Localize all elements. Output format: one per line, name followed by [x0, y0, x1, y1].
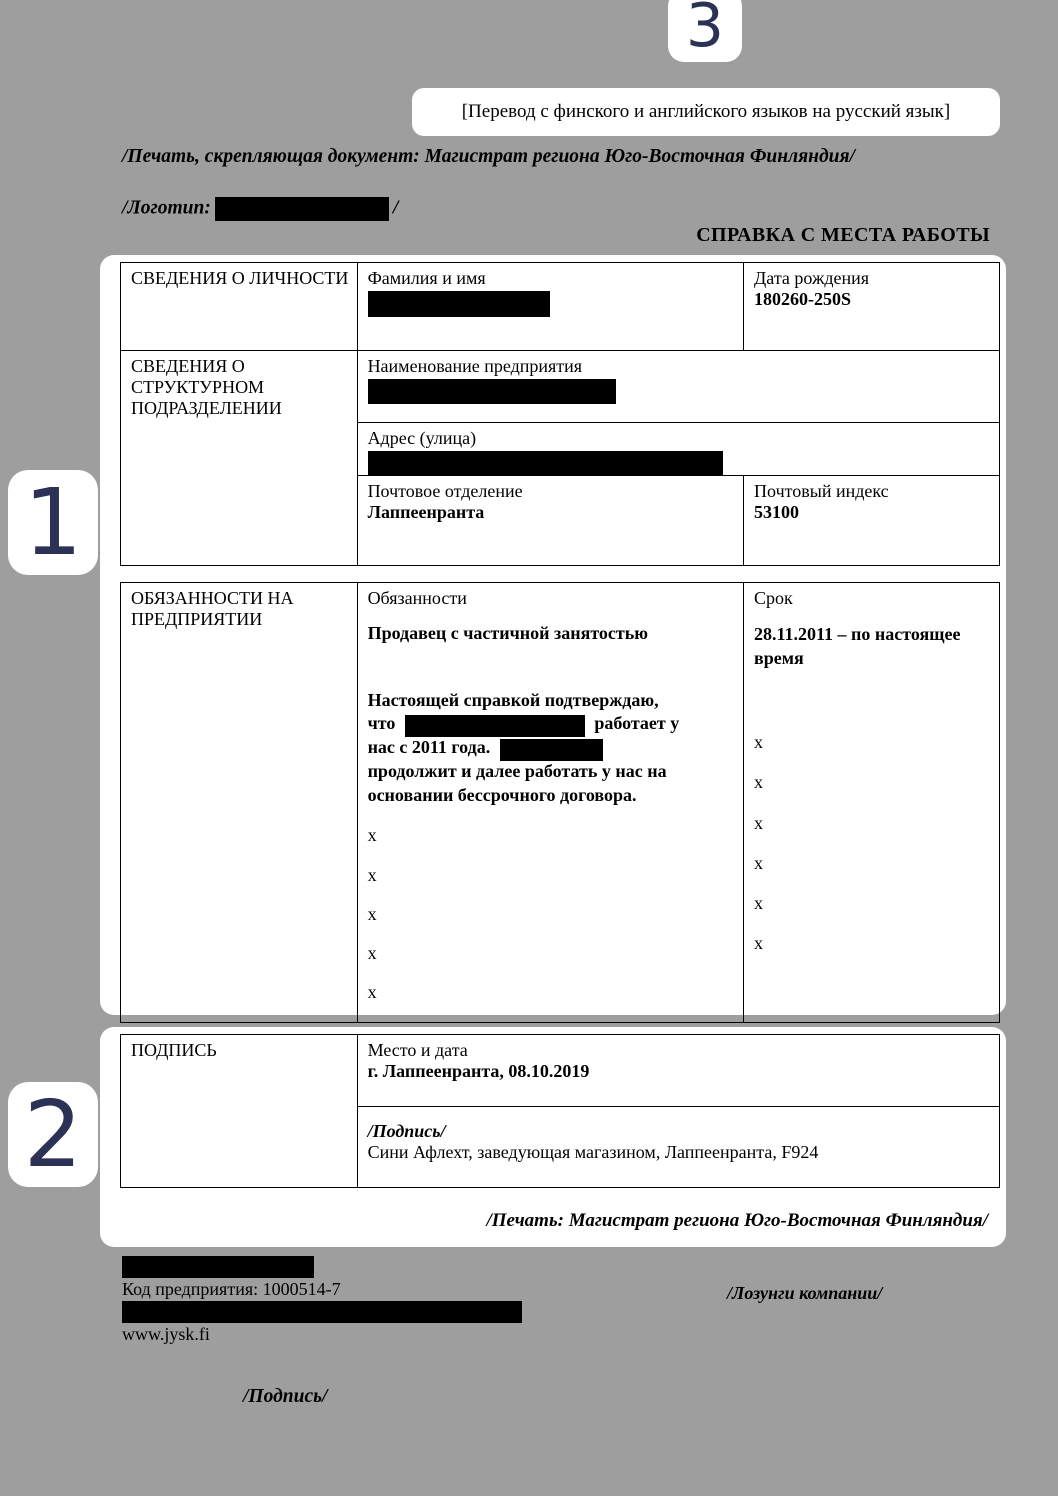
step-badge-2-label: 2 [23, 1080, 83, 1188]
cell-unit-section-label: СВЕДЕНИЯ О СТРУКТУРНОМ ПОДРАЗДЕЛЕНИИ [121, 351, 358, 566]
cell-duties-section-label: ОБЯЗАННОСТИ НА ПРЕДПРИЯТИИ [121, 583, 358, 1023]
statement-line-2 [368, 712, 735, 736]
table-row [121, 583, 1000, 1023]
cell-birthdate [744, 263, 1000, 351]
step-badge-2 [8, 1082, 98, 1187]
cell-person-section-label: СВЕДЕНИЯ О ЛИЧНОСТИ [121, 263, 358, 351]
name-caption: Фамилия и имя [367, 268, 486, 288]
redaction-name [368, 291, 550, 317]
table-row [121, 263, 1000, 351]
translation-notice-text: [Перевод с финского и английского языков на русский язык] [461, 101, 951, 122]
statement-line-2-pre: что [367, 713, 396, 734]
translation-notice [412, 88, 1000, 136]
statement-line-3 [368, 736, 735, 760]
spacer [368, 645, 735, 689]
footer-website: www.jysk.fi [122, 1324, 210, 1345]
term-caption: Срок [754, 588, 793, 609]
redaction-logo [215, 197, 389, 221]
footer-company-code: Код предприятия: 1000514-7 [122, 1279, 341, 1299]
list-item: x [367, 903, 377, 924]
statement-line-3-pre: нас с 2011 года. [367, 737, 491, 758]
birthdate-caption: Дата рождения [754, 268, 870, 288]
page-title: СПРАВКА С МЕСТА РАБОТЫ [696, 224, 990, 246]
footer-slogan-note: /Лозунги компании/ [727, 1283, 883, 1303]
signature-panel [100, 1027, 1006, 1247]
step-badge-1-label: 1 [23, 468, 83, 576]
place-date-caption: Место и дата [367, 1040, 468, 1060]
cell-postcode [744, 476, 1000, 566]
term-value: 28.11.2011 – по настоящее время [754, 624, 961, 668]
list-item: x [367, 982, 377, 1003]
list-item: x [754, 893, 764, 914]
footer-company-block [122, 1256, 552, 1346]
spacer [754, 609, 991, 623]
post-office-value: Лаппеенранта [367, 502, 485, 523]
statement-line-2-post: работает у [594, 713, 680, 734]
table-row [121, 1035, 1000, 1107]
list-item: x [754, 933, 764, 954]
term-placeholder-list [754, 732, 991, 954]
step-badge-3 [668, 0, 742, 62]
redaction-company-logo [122, 1256, 314, 1278]
signature-seal-note: /Печать: Магистрат региона Юго-Восточная Финляндия/ [486, 1210, 988, 1231]
cell-term-content [744, 583, 1000, 1023]
post-office-caption: Почтовое отделение [367, 481, 523, 502]
person-unit-table [120, 262, 1000, 566]
duties-caption: Обязанности [367, 588, 467, 609]
postcode-caption: Почтовый индекс [754, 481, 889, 502]
table-gap [120, 566, 1000, 582]
step-badge-1 [8, 470, 98, 575]
signature-marker: /Подпись/ [367, 1121, 446, 1141]
main-form-panel [100, 255, 1006, 1015]
duties-position: Продавец с частичной занятостью [367, 623, 649, 644]
redaction-company-name [368, 379, 616, 404]
birthdate-value: 180260-250S [754, 289, 852, 310]
table-row [121, 351, 1000, 423]
address-caption: Адрес (улица) [367, 428, 477, 448]
duties-placeholder-list [368, 825, 735, 1003]
cell-place-date [357, 1035, 999, 1107]
footer-signature-note: /Подпись/ [243, 1386, 328, 1407]
list-item: x [754, 772, 764, 793]
list-item: x [754, 812, 764, 833]
statement-line-1: Настоящей справкой подтверждаю, [367, 689, 659, 710]
list-item: x [367, 943, 377, 964]
list-item: x [367, 825, 377, 846]
header-logo-close: / [392, 197, 399, 219]
signature-table [120, 1034, 1000, 1188]
step-badge-3-label: 3 [685, 0, 725, 61]
cell-name [357, 263, 743, 351]
redaction-company-address [122, 1301, 522, 1323]
header-logo-line [122, 197, 398, 221]
statement-line-4: продолжит и далее работать у нас на [367, 760, 667, 781]
duties-table [120, 582, 1000, 1023]
redaction-address [368, 451, 723, 475]
cell-company-name [357, 351, 999, 423]
spacer [754, 670, 991, 732]
redaction-statement [500, 739, 603, 761]
signer-name: Сини Афлехт, заведующая магазином, Лаппеенранта, F924 [367, 1142, 819, 1163]
list-item: x [367, 864, 377, 885]
cell-address [357, 423, 999, 476]
redaction-employee-name [405, 715, 585, 737]
cell-signature-section-label: ПОДПИСЬ [121, 1035, 358, 1188]
cell-duties-content [357, 583, 743, 1023]
statement-line-5: основании бессрочного договора. [367, 784, 637, 805]
list-item: x [754, 852, 764, 873]
postcode-value: 53100 [754, 502, 800, 523]
cell-signer [357, 1107, 999, 1188]
spacer [368, 609, 735, 623]
duties-statement [368, 689, 735, 808]
header-logo-label: /Логотип: [122, 197, 211, 219]
cell-post-office [357, 476, 743, 566]
place-date-value: г. Лаппеенранта, 08.10.2019 [367, 1061, 590, 1082]
list-item: x [754, 732, 764, 753]
company-name-caption: Наименование предприятия [367, 356, 583, 376]
header-seal-note: /Печать, скрепляющая документ: Магистрат региона Юго-Восточная Финляндия/ [122, 146, 855, 167]
